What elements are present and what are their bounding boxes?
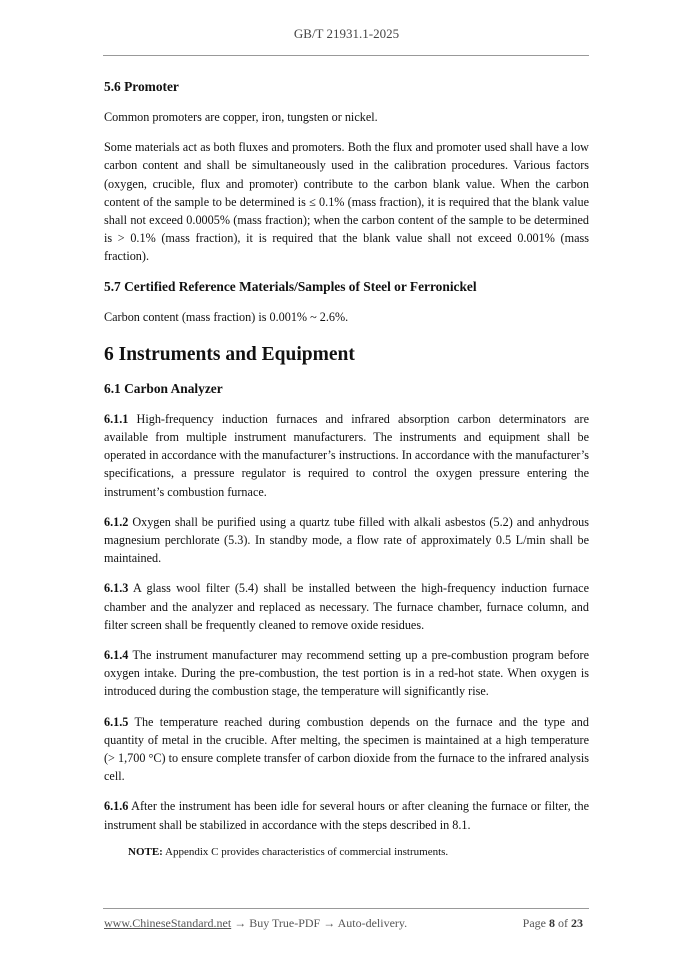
current-page-number: 8 (549, 916, 555, 930)
footer-promo (104, 916, 407, 931)
note-label: NOTE: (128, 845, 163, 858)
clause-number: 6.1.1 (104, 411, 129, 426)
clause-text: Oxygen shall be purified using a quartz tube filled with alkali asbestos (5.2) and anhydrous magnesium perchlorate (5.3). In standby mode, a flow rate of approximately 0.5 L/min shall be maintained. (104, 514, 590, 566)
clause-text: After the instrument has been idle for several hours or after cleaning the furnace or filter, the instrument shall be stabilized in accordance with the steps described in 8.1. (104, 799, 590, 832)
of-label: of (558, 916, 568, 930)
clause-text: High-frequency induction furnaces and infrared absorption carbon determinators are available from multiple instrument manufacturers. The instruments and equipment shall be operated in accordance with the manufacturer’s instructions. In accordance with the manufacturer’s specifications, a pressure regulator is required to control the oxygen pressure entering the instrument’s combustion furnace. (104, 411, 589, 499)
auto-delivery-text: Auto-delivery. (337, 916, 408, 930)
header-divider (103, 55, 589, 56)
total-page-count: 23 (571, 916, 583, 930)
clause-text: The instrument manufacturer may recommend setting up a pre-combustion program before oxygen intake. During the pre-combustion, the test portion is in a red-hot state. When oxygen is introduced during the combustion stage, the temperature will significantly rise. (104, 648, 589, 699)
arrow-right-icon: → (234, 916, 247, 930)
section-5-7-paragraph: Carbon content (mass fraction) is 0.001% ~ 2.6%. (104, 309, 349, 324)
note-text: Appendix C provides characteristics of commercial instruments. (165, 845, 449, 858)
clause-number: 6.1.4 (104, 648, 129, 663)
section-5-6-paragraph-1: Common promoters are copper, iron, tungsten or nickel. (104, 110, 378, 124)
section-6-1-title: 6.1 Carbon Analyzer (104, 380, 223, 396)
buy-pdf-text: Buy True-PDF (249, 916, 321, 930)
clause-text: A glass wool filter (5.4) shall be installed between the high-frequency induction furnace chamber and the analyzer and replaced as necessary. The furnace chamber, furnace column, and filter screen shall be frequently cleaned to remove oxide residues. (104, 581, 589, 632)
clause-number: 6.1.6 (104, 799, 129, 814)
note (128, 844, 589, 860)
clause-6-1-3 (104, 579, 589, 634)
clause-6-1-5 (104, 713, 589, 786)
clause-6-1-1 (104, 410, 589, 501)
chapter-6-title: 6 Instruments and Equipment (104, 343, 355, 365)
section-5-6-paragraph-2: Some materials act as both fluxes and promoters. Both the flux and promoter used shall have a low carbon content and shall be simultaneously used in the calibration procedures. Various factors (oxygen, crucible, flux and promoter) contribute to the carbon blank value. When the carbon content of the sample to be determined is ≤ 0.1% (mass fraction), it is required that the blank value shall not exceed 0.0005% (mass fraction); when the carbon content of the sample to be determined is > 0.1% (mass fraction), it is required that the blank value shall not exceed 0.001% (mass fraction). (104, 140, 589, 264)
page-indicator (523, 916, 583, 931)
clause-text: The temperature reached during combustion depends on the furnace and the type and quantity of metal in the crucible. After melting, the specimen is maintained at a high temperature (> 1,700 °C) to ensure complete transfer of carbon dioxide from the furnace to the infrared analysis cell. (104, 714, 589, 784)
footer-divider (103, 908, 589, 909)
page-label: Page (522, 916, 546, 930)
page-body (104, 78, 589, 860)
clause-6-1-2 (104, 513, 589, 568)
website-link[interactable]: www.ChineseStandard.net (104, 916, 232, 930)
clause-number: 6.1.2 (104, 514, 129, 529)
clause-6-1-4 (104, 646, 589, 701)
section-5-6-title: 5.6 Promoter (104, 79, 179, 94)
clause-number: 6.1.3 (104, 581, 129, 596)
arrow-right-icon: → (323, 916, 336, 930)
document-id: GB/T 21931.1-2025 (293, 26, 400, 41)
clause-number: 6.1.5 (104, 714, 129, 729)
page-header (0, 26, 693, 42)
section-5-7-title: 5.7 Certified Reference Materials/Samples of Steel or Ferronickel (104, 278, 477, 294)
clause-6-1-6 (104, 797, 589, 833)
